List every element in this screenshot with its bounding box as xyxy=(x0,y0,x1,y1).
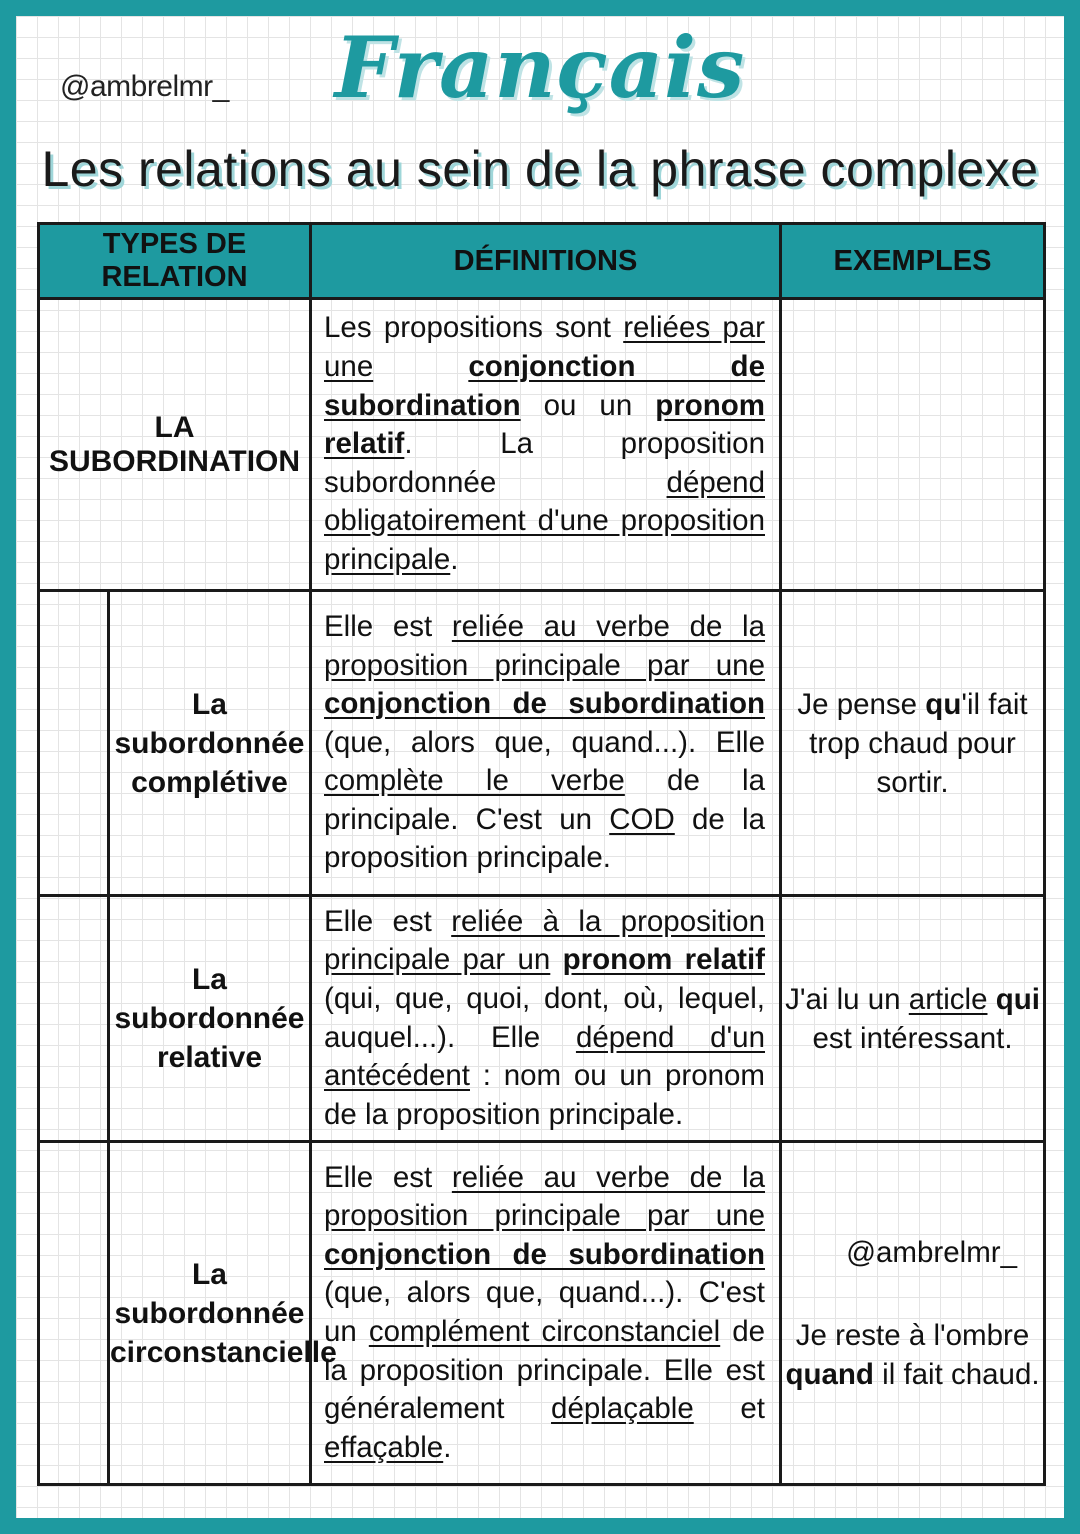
text-segment: reliée au verbe de la proposition principale par une xyxy=(324,609,765,682)
text-segment: conjonction de subordination xyxy=(324,687,765,721)
text-segment: J'ai lu un xyxy=(785,982,909,1016)
text-segment: (que, alors que, quand...). Elle xyxy=(324,725,765,759)
type-line: subordonnée xyxy=(114,1002,305,1035)
type-line: La xyxy=(191,963,227,996)
text-segment: (qui, que, quoi, dont, où, lequel, auquel...). Elle xyxy=(324,981,765,1054)
text-segment: reliée au verbe de la proposition principale par une xyxy=(324,1160,765,1233)
text-segment: . La proposition subordonnée xyxy=(324,427,765,499)
indent-cell xyxy=(39,1142,109,1485)
table-row xyxy=(39,896,1045,1142)
text-segment: de la principale. C'est un xyxy=(324,764,765,836)
text-segment: et xyxy=(693,1392,765,1426)
column-header-examples: EXEMPLES xyxy=(781,224,1045,299)
definition-cell xyxy=(311,299,781,591)
type-line: La xyxy=(191,1257,227,1291)
text-segment xyxy=(550,943,562,976)
text-segment: ou un xyxy=(520,388,656,422)
table-row xyxy=(39,1142,1045,1485)
text-segment: Les propositions sont xyxy=(324,311,624,345)
type-line: relative xyxy=(156,1041,263,1074)
text-segment: de la proposition principale. Elle est généralement xyxy=(324,1315,766,1426)
text-segment: conjonction de subordination xyxy=(324,1237,765,1271)
text-segment xyxy=(373,350,468,383)
text-segment: . xyxy=(450,542,459,576)
page-title: Français xyxy=(334,18,746,117)
type-cell xyxy=(109,1142,337,1485)
text-segment: reliées par une xyxy=(324,311,766,384)
type-line: circonstancielle xyxy=(110,1335,337,1369)
text-segment xyxy=(987,983,995,1016)
author-handle: @ambrelmr_ xyxy=(60,70,229,103)
type-line: subordonnée xyxy=(114,1296,305,1330)
text-segment: Elle est xyxy=(324,609,452,643)
example-cell xyxy=(781,1142,1045,1485)
text-segment: de la proposition principale. xyxy=(324,802,766,875)
text-segment: quand xyxy=(785,1357,874,1391)
text-segment: effaçable xyxy=(324,1430,444,1464)
text-segment: 'il fait trop chaud pour sortir. xyxy=(809,687,1028,799)
example-cell xyxy=(781,299,1045,591)
type-cell xyxy=(109,896,311,1142)
definition-cell xyxy=(311,591,781,896)
text-segment: . xyxy=(443,1430,452,1464)
example-cell xyxy=(781,896,1045,1142)
text-segment: dépend d'un antécédent xyxy=(324,1020,765,1093)
text-segment: pronom relatif xyxy=(562,943,765,977)
text-segment: COD xyxy=(609,802,675,836)
example-author-handle: @ambrelmr_ xyxy=(846,1235,1017,1269)
text-segment: est intéressant. xyxy=(812,1021,1013,1055)
text-segment: article xyxy=(908,982,988,1016)
definition-cell xyxy=(311,896,781,1142)
indent-cell xyxy=(39,896,109,1142)
text-segment: pronom relatif xyxy=(324,388,765,461)
text-segment: Elle est xyxy=(324,1160,452,1194)
type-line: La xyxy=(191,687,227,721)
relations-table xyxy=(37,222,1046,1486)
text-segment: Je pense xyxy=(797,687,926,721)
table-row xyxy=(39,299,1045,591)
column-header-types: TYPES DE RELATION xyxy=(39,224,311,299)
table-row xyxy=(39,591,1045,896)
type-line: complétive xyxy=(131,765,288,799)
text-segment: déplaçable xyxy=(551,1392,694,1426)
text-segment: complément circonstanciel xyxy=(368,1315,721,1348)
indent-cell xyxy=(39,591,109,896)
text-segment: reliée à la proposition principale par un xyxy=(324,904,765,977)
text-segment: complète le verbe xyxy=(324,764,625,798)
definition-cell xyxy=(311,1142,781,1485)
text-segment: : nom ou un pronom de la proposition principale. xyxy=(324,1059,765,1131)
page-subtitle: Les relations au sein de la phrase complexe xyxy=(41,141,1039,197)
type-cell: LA SUBORDINATION xyxy=(39,299,311,591)
text-segment: conjonction de subordination xyxy=(324,350,765,422)
text-segment: (que, alors que, quand...). C'est un xyxy=(324,1276,765,1348)
type-cell xyxy=(109,591,311,896)
text-segment: il fait chaud. xyxy=(873,1357,1040,1391)
text-segment: dépend obligatoirement d'une proposition principale xyxy=(324,465,765,576)
text-segment: qui xyxy=(995,982,1040,1016)
text-segment: qu xyxy=(925,687,962,721)
text-segment: Je reste à l'ombre xyxy=(795,1318,1030,1352)
example-cell xyxy=(781,591,1045,896)
text-segment: Elle est xyxy=(324,904,452,938)
type-line: subordonnée xyxy=(114,726,305,760)
example-text xyxy=(785,1319,1039,1391)
column-header-definitions: DÉFINITIONS xyxy=(311,224,781,299)
